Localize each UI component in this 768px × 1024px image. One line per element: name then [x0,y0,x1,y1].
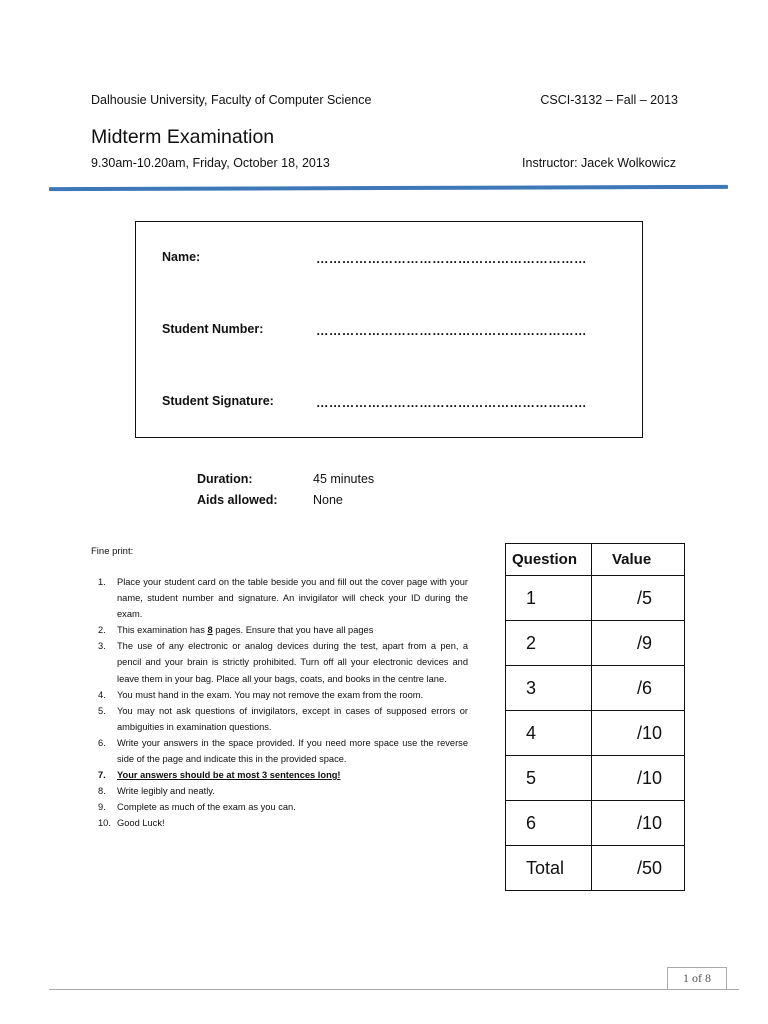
list-item: 4. You must hand in the exam. You may not remove the exam from the room. [98,689,424,700]
instructor-name: Instructor: Jacek Wolkowicz [522,156,676,170]
table-row [506,621,685,666]
duration-value: 45 minutes [313,472,375,486]
list-item: 8. Write legibly and neatly. [98,786,215,797]
question-number: 5 [506,756,592,801]
question-number: 1 [506,576,592,621]
table-row [506,756,685,801]
total-label: Total [506,846,592,891]
question-value: /9 [592,621,685,666]
duration-label: Duration: [197,472,253,486]
aids-value: None [313,493,343,507]
page-number: 1 of 8 [667,967,727,989]
course-code: CSCI-3132 – Fall – 2013 [540,93,678,107]
signature-field[interactable]: ……………………………………………………… [316,396,587,410]
table-row [506,576,685,621]
exam-datetime: 9.30am-10.20am, Friday, October 18, 2013 [91,156,330,170]
name-label: Name: [162,250,201,264]
question-header: Question [506,544,592,576]
student-number-field[interactable]: ……………………………………………………… [316,324,587,338]
table-row [506,801,685,846]
question-number: 6 [506,801,592,846]
list-item: 5. You may not ask questions of invigilators, except in cases of supposed errors or ambiguities in examination questions. [98,705,468,732]
question-number: 4 [506,711,592,756]
institution-name: Dalhousie University, Faculty of Computer Science [91,93,372,107]
signature-label: Student Signature: [162,394,274,408]
list-item: 9. Complete as much of the exam as you can. [98,802,296,813]
question-number: 2 [506,621,592,666]
fine-print-list [91,574,468,832]
table-header-row [506,544,685,576]
question-value: /5 [592,576,685,621]
list-item: 6. Write your answers in the space provided. If you need more space use the reverse side of the page and indicate this in the provided space. [98,737,468,765]
table-row [506,711,685,756]
name-field[interactable]: ……………………………………………………… [316,252,587,266]
question-value: /10 [592,801,685,846]
question-value: /10 [592,756,685,801]
list-item: 2. This examination has 8 pages. Ensure that you have all pages [98,625,374,636]
list-item: 10. Good Luck! [98,818,165,829]
student-number-label: Student Number: [162,322,264,336]
page-title: Midterm Examination [91,126,275,148]
value-header: Value [592,544,685,576]
header-divider [49,185,728,191]
total-value: /50 [592,846,685,891]
total-row [506,846,685,891]
footer-divider [49,989,739,990]
aids-label: Aids allowed: [197,493,278,507]
list-item: 1. Place your student card on the table beside you and fill out the cover page with your name, student number and signature. An invigilator will check your ID during the exam. [98,577,468,620]
list-item: 3. The use of any electronic or analog devices during the test, apart from a pen, a pencil and your brain is strictly prohibited. Turn off all your electronic devices and leave them in your bag. Place all your bags, coats, and books in the centre lane. [98,641,468,684]
table-row [506,666,685,711]
question-number: 3 [506,666,592,711]
list-item: 7. Your answers should be at most 3 sentences long! [98,770,341,781]
student-id-box [135,221,643,438]
score-table [505,543,685,891]
question-value: /10 [592,711,685,756]
question-value: /6 [592,666,685,711]
fine-print-title: Fine print: [91,546,134,557]
